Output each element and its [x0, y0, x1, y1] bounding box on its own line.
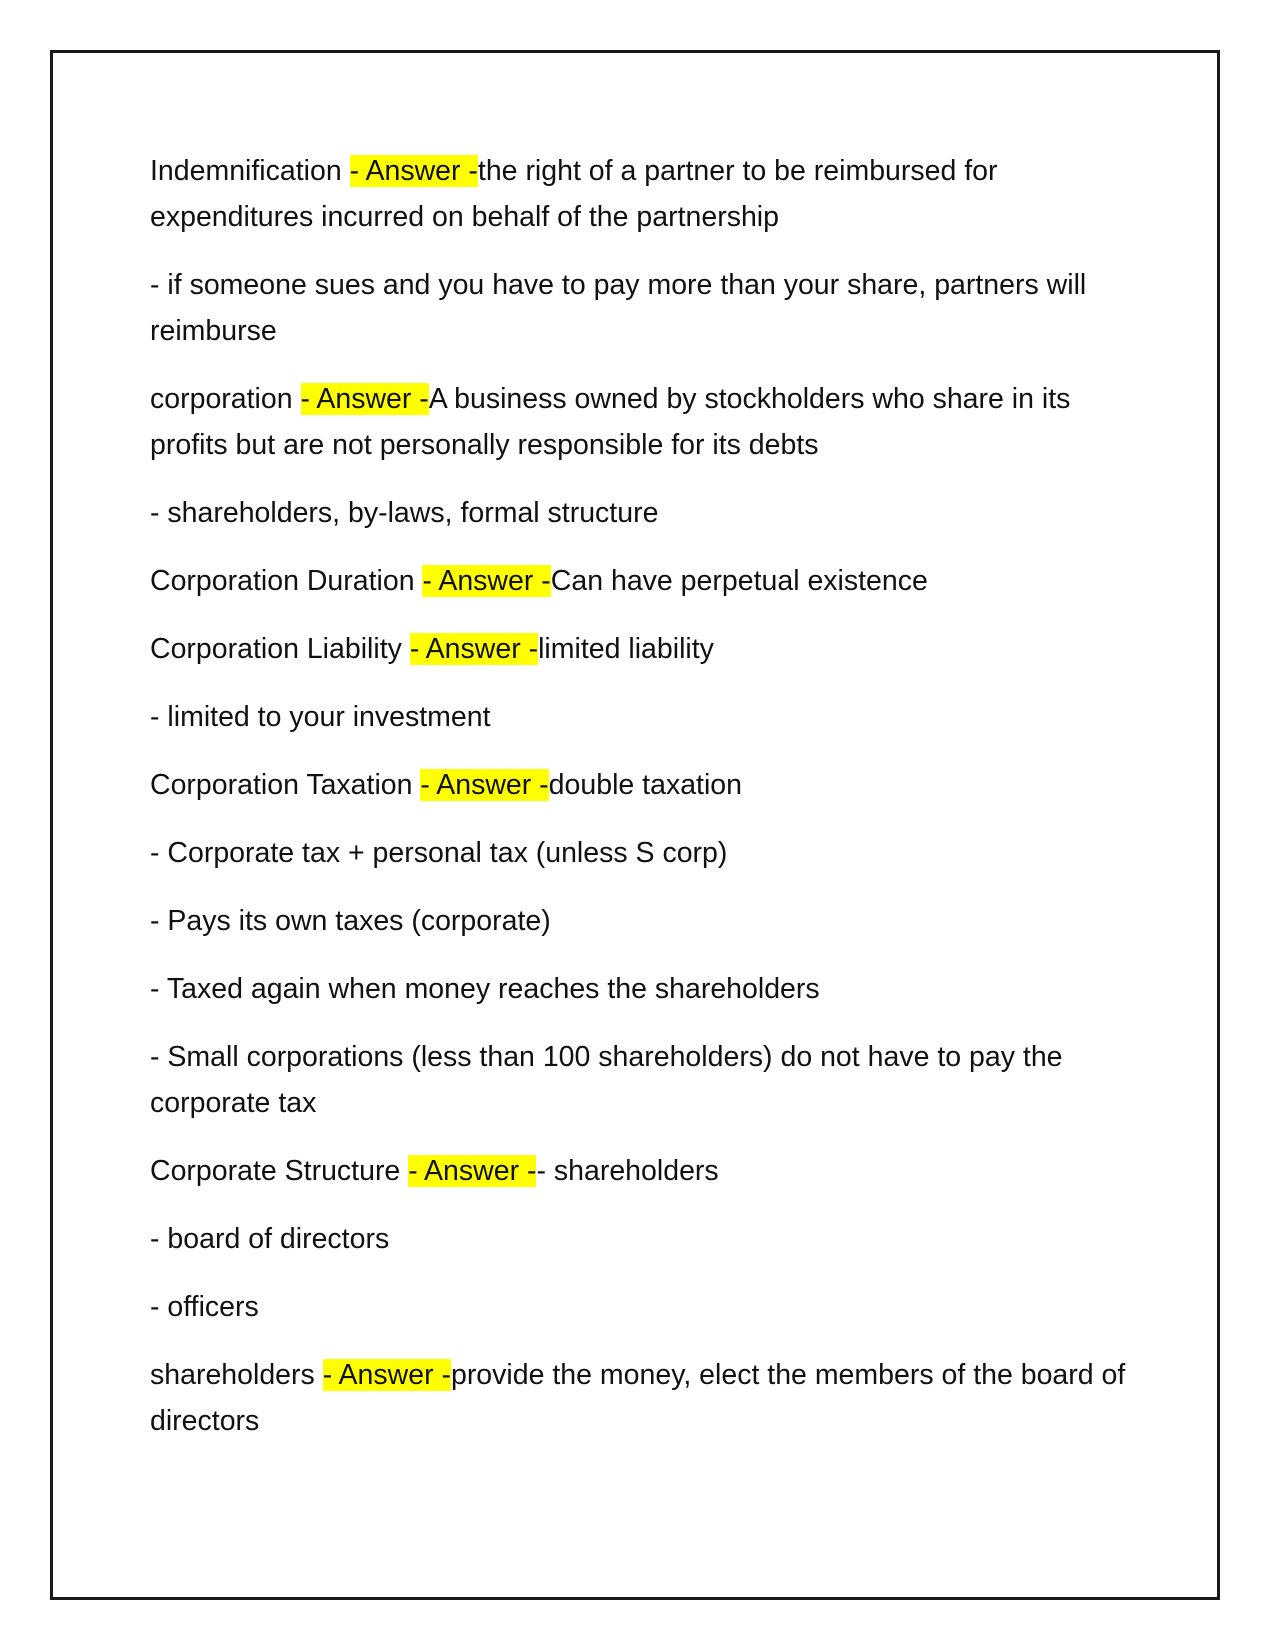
entry-answer: the right of a partner to be reimbursed for expenditures incurred on behalf of the partnership	[150, 155, 998, 233]
answer-highlight: - Answer -	[422, 565, 551, 597]
note-line: - Pays its own taxes (corporate)	[150, 905, 551, 937]
answer-highlight: - Answer -	[420, 769, 549, 801]
note-line: - Small corporations (less than 100 shareholders) do not have to pay the corporate tax	[150, 1041, 1063, 1119]
entry-answer: A business owned by stockholders who share in its profits but are not personally responsible for its debts	[150, 383, 1071, 461]
note-line: - board of directors	[150, 1223, 390, 1255]
note-line: - Taxed again when money reaches the shareholders	[150, 973, 820, 1005]
note-line: - officers	[150, 1291, 259, 1323]
entry-term: Corporation Taxation	[150, 769, 421, 801]
entry-answer: double taxation	[548, 769, 742, 801]
entry-term: shareholders	[150, 1359, 323, 1391]
answer-highlight: - Answer -	[408, 1155, 537, 1187]
entry-answer: Can have perpetual existence	[550, 565, 928, 597]
note-line: - shareholders, by-laws, formal structure	[150, 497, 659, 529]
entry-answer: - shareholders	[536, 1155, 719, 1187]
entry-corporation	[150, 376, 1135, 468]
note-line: - Corporate tax + personal tax (unless S corp)	[150, 837, 728, 869]
note-line: - if someone sues and you have to pay more than your share, partners will reimburse	[150, 269, 1087, 347]
entry-shareholders	[150, 1352, 1135, 1444]
answer-highlight: - Answer -	[409, 633, 539, 665]
entry-corporation-liability	[150, 626, 1135, 672]
answer-highlight: - Answer -	[349, 155, 478, 187]
entry-corporation-duration	[150, 558, 1135, 604]
entry-corporation-taxation	[150, 762, 1135, 808]
note-line: - limited to your investment	[150, 701, 491, 733]
entry-corporate-structure	[150, 1148, 1135, 1194]
entry-term: corporation	[150, 383, 301, 415]
entry-term: Indemnification	[150, 155, 350, 187]
document-body	[150, 148, 1135, 1466]
entry-answer: provide the money, elect the members of the board of directors	[150, 1359, 1126, 1437]
answer-highlight: - Answer -	[322, 1359, 451, 1391]
entry-term: Corporation Duration	[150, 565, 423, 597]
entry-term: Corporate Structure	[150, 1155, 409, 1187]
answer-highlight: - Answer -	[300, 383, 429, 415]
entry-indemnification	[150, 148, 1135, 240]
entry-term: Corporation Liability	[150, 633, 410, 665]
entry-answer: limited liability	[538, 633, 714, 665]
